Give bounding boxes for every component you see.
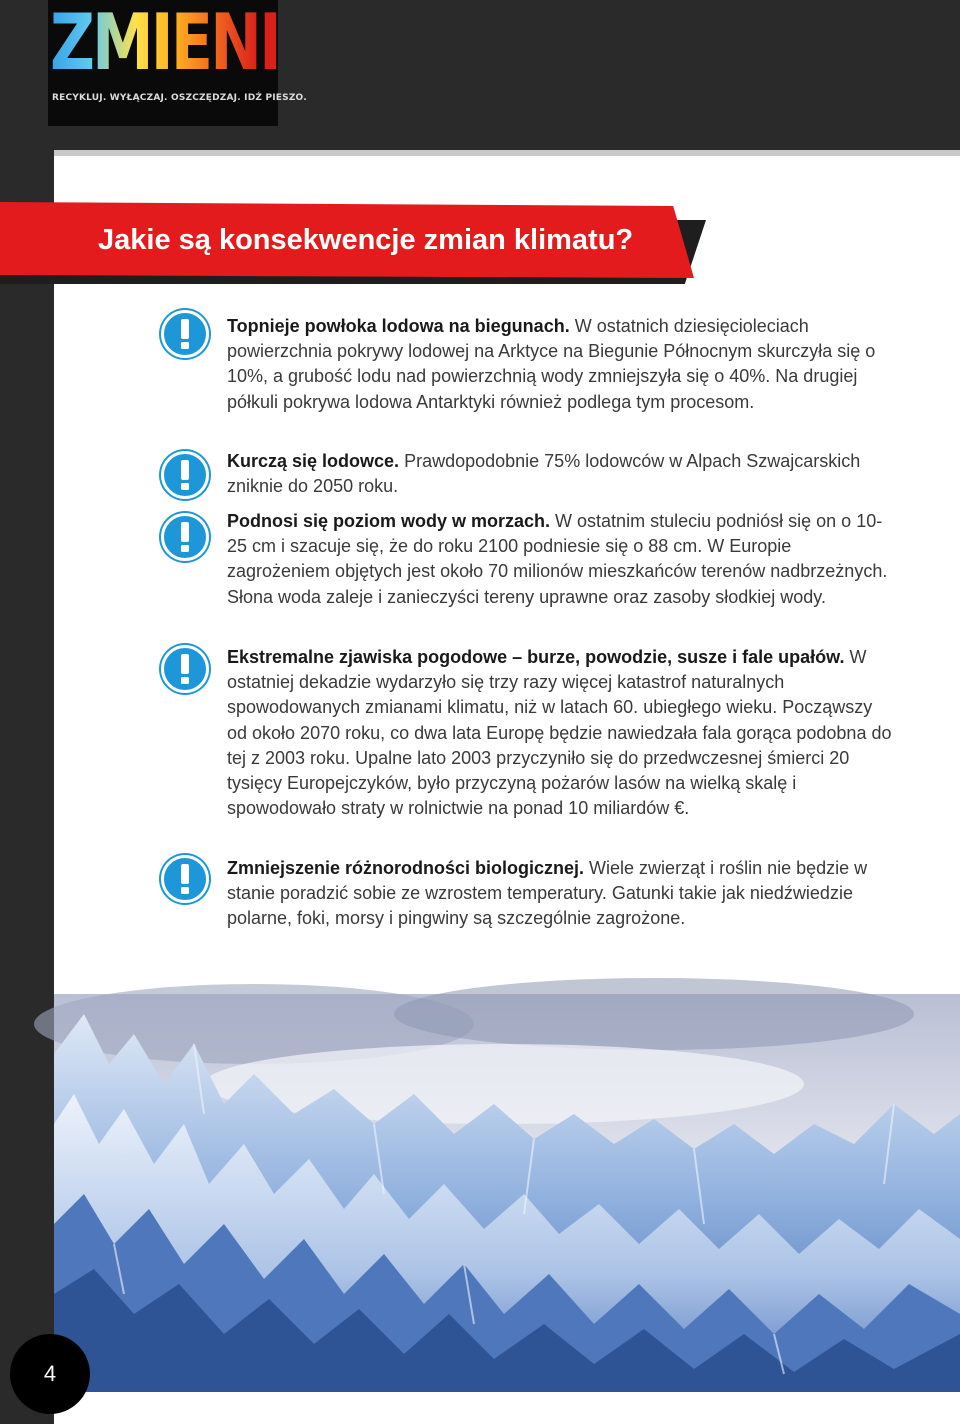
item-text: Prawdopodobnie 75% lodowców w Alpach Szwajcarskich zniknie do 2050 roku. (227, 451, 861, 497)
exclamation-icon (161, 310, 209, 358)
item-text: W ostatnich dziesięcioleciach powierzchnia pokrywy lodowej na Arktyce na Biegunie Północnym skurczyła się o 10%, a grubość lodu nad powierzchnią wody zmniejszyła się o 40%. Na drugiej półkuli pokrywa lodowa Antarktyki również podlega tym procesom. (227, 316, 876, 412)
list-item (227, 449, 895, 499)
list-item (227, 509, 895, 610)
exclamation-icon (161, 645, 209, 693)
glacier-image (54, 994, 960, 1392)
list-item (227, 645, 895, 821)
item-lead: Zmniejszenie różnorodności biologicznej. (227, 858, 585, 878)
item-lead: Kurczą się lodowce. (227, 451, 400, 471)
item-lead: Ekstremalne zjawiska pogodowe – burze, powodzie, susze i fale upałów. (227, 647, 845, 667)
item-lead: Podnosi się poziom wody w morzach. (227, 511, 551, 531)
exclamation-icon (161, 855, 209, 903)
glacier-illustration (54, 994, 960, 1392)
page-title: Jakie są konsekwencje zmian klimatu? (98, 224, 634, 256)
item-lead: Topnieje powłoka lodowa na biegunach. (227, 316, 570, 336)
list-item (227, 856, 895, 932)
exclamation-icon (161, 513, 209, 561)
list-item (227, 314, 895, 415)
item-text: W ostatnim stuleciu podniósł się on o 10-25 cm i szacuje się, że do roku 2100 podniesie się o 88 cm. W Europie zagrożeniem objętych jest około 70 milionów mieszkańców terenów nadbrzeżnych. Słona woda zaleje i zanieczyści tereny uprawne oraz zasoby słodkiej wody. (227, 511, 888, 607)
logo-word: ZMIENIAJ (50, 0, 345, 88)
item-text: W ostatniej dekadzie wydarzyło się trzy razy więcej katastrof naturalnych spowodowanych zmianami klimatu, niż w latach 60. ubiegłego wieku. Począwszy od około 2070 roku, co dwa lata Europę będzie nawiedzała fala gorąca podobna do tej z 2003 roku. Upalne lato 2003 przyczyniło się do przedwczesnej śmierci 20 tysięcy Europejczyków, było przyczyną pożarów lasów na wielką skalę i spowodowało straty w rolnictwie na ponad 10 miliardów €. (227, 647, 892, 819)
exclamation-icon (161, 451, 209, 499)
zmieniaj-logo (48, 0, 345, 126)
item-text: Wiele zwierząt i roślin nie będzie w stanie poradzić sobie ze wzrostem temperatury. Gatunki takie jak niedźwiedzie polarne, foki, morsy i pingwiny są szczególnie zagrożone. (227, 858, 868, 929)
page-number-badge (10, 1334, 90, 1414)
page-number: 4 (43, 1361, 57, 1386)
logo-tagline: RECYKLUJ. WYŁĄCZAJ. OSZCZĘDZAJ. IDŹ PIESZO. (52, 93, 307, 103)
